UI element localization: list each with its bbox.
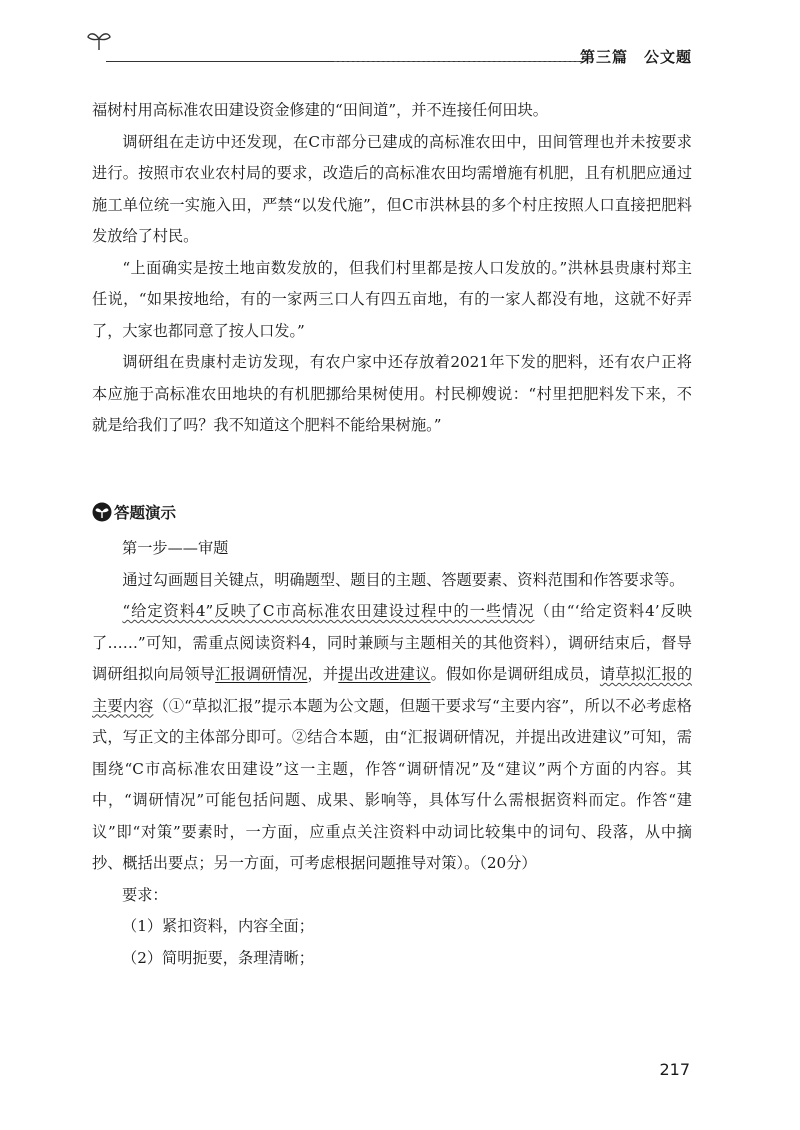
marked-phrase: 汇报调研情况 xyxy=(215,665,308,683)
requirements-label: 要求： xyxy=(122,885,168,904)
body-text-top xyxy=(92,95,692,442)
section-heading xyxy=(92,501,176,523)
step-heading: 第一步——审题 xyxy=(122,539,229,557)
analysis-text: （由“‘给定资料4’反映了……”可知，需重点阅读资料4，同时兼顾与主题相关的其他资料），调研结束后，督导调研组拟向局领导 xyxy=(92,602,692,683)
analysis-text: 。假如你是调研组成员， xyxy=(430,665,600,683)
marked-phrase: “给定资料4”反映了C市高标准农田建设过程中的一些情况 xyxy=(122,602,535,620)
marked-phrase: 提出改进建议 xyxy=(338,665,431,683)
body-text-answer xyxy=(92,533,692,974)
marked-phrase: 请草拟汇报的主要内容 xyxy=(92,665,693,715)
paragraph: 通过勾画题目关键点，明确题型、题目的主题、答题要素、资料范围和作答要求等。 xyxy=(122,570,685,589)
paragraph: 调研组在贵康村走访发现，有农户家中还存放着2021年下发的肥料，还有农户正将本应施于高标准农田地块的有机肥挪给果树使用。村民柳嫂说：“村里把肥料发下来，不就是给我们了吗？我不知道这个肥料不能给果树施。” xyxy=(92,353,692,434)
leaf-badge-icon xyxy=(92,502,112,522)
analysis-text: ，并 xyxy=(307,665,339,683)
header-rule-dashed xyxy=(334,61,584,62)
paragraph: 福树村用高标准农田建设资金修建的“田间道”，并不连接任何田块。 xyxy=(92,101,548,119)
sprout-icon xyxy=(86,30,112,52)
paragraph: “上面确实是按土地亩数发放的，但我们村里都是按人口发放的。”洪林县贵康村郑主任说，“如果按地给，有的一家两三口人有四五亩地，有的一家人都没有地，这就不好弄了，大家也都同意了按人口发。” xyxy=(92,258,692,340)
section-heading-label: 答题演示 xyxy=(114,504,177,522)
paragraph: 调研组在走访中还发现，在C市部分已建成的高标准农田中，田间管理也并未按要求进行。按照市农业农村局的要求，改造后的高标准农田均需增施有机肥，且有机肥应通过施工单位统一实施入田，严禁“以发代施”，但C市洪林县的多个村庄按照人口直接把肥料发放给了村民。 xyxy=(92,132,692,245)
analysis-text: （①“草拟汇报”提示本题为公文题，但题干要求写“主要内容”，所以不必考虑格式，写正文的主体部分即可。②结合本题，由“汇报调研情况，并提出改进建议”可知，需围绕“C市高标准农田建设”这一主题，作答“调研情况”及“建议”两个方面的内容。其中，“调研情况”可能包括问题、成果、影响等，具体写什么需根据资料而定。作答“建议”即“对策”要素时，一方面，应重点关注资料中动词比较集中的词句、段落，从中摘抄、概括出要点；另一方面，可考虑根据问题推导对策）。（20分） xyxy=(92,696,692,872)
question-analysis xyxy=(92,596,692,880)
requirement-item: （1）紧扣资料，内容全面； xyxy=(122,917,314,935)
page-header xyxy=(86,24,692,64)
requirement-item: （2）简明扼要，条理清晰； xyxy=(122,948,314,967)
page-number: 217 xyxy=(659,1060,690,1079)
chapter-title: 第三篇 公文题 xyxy=(579,48,692,66)
